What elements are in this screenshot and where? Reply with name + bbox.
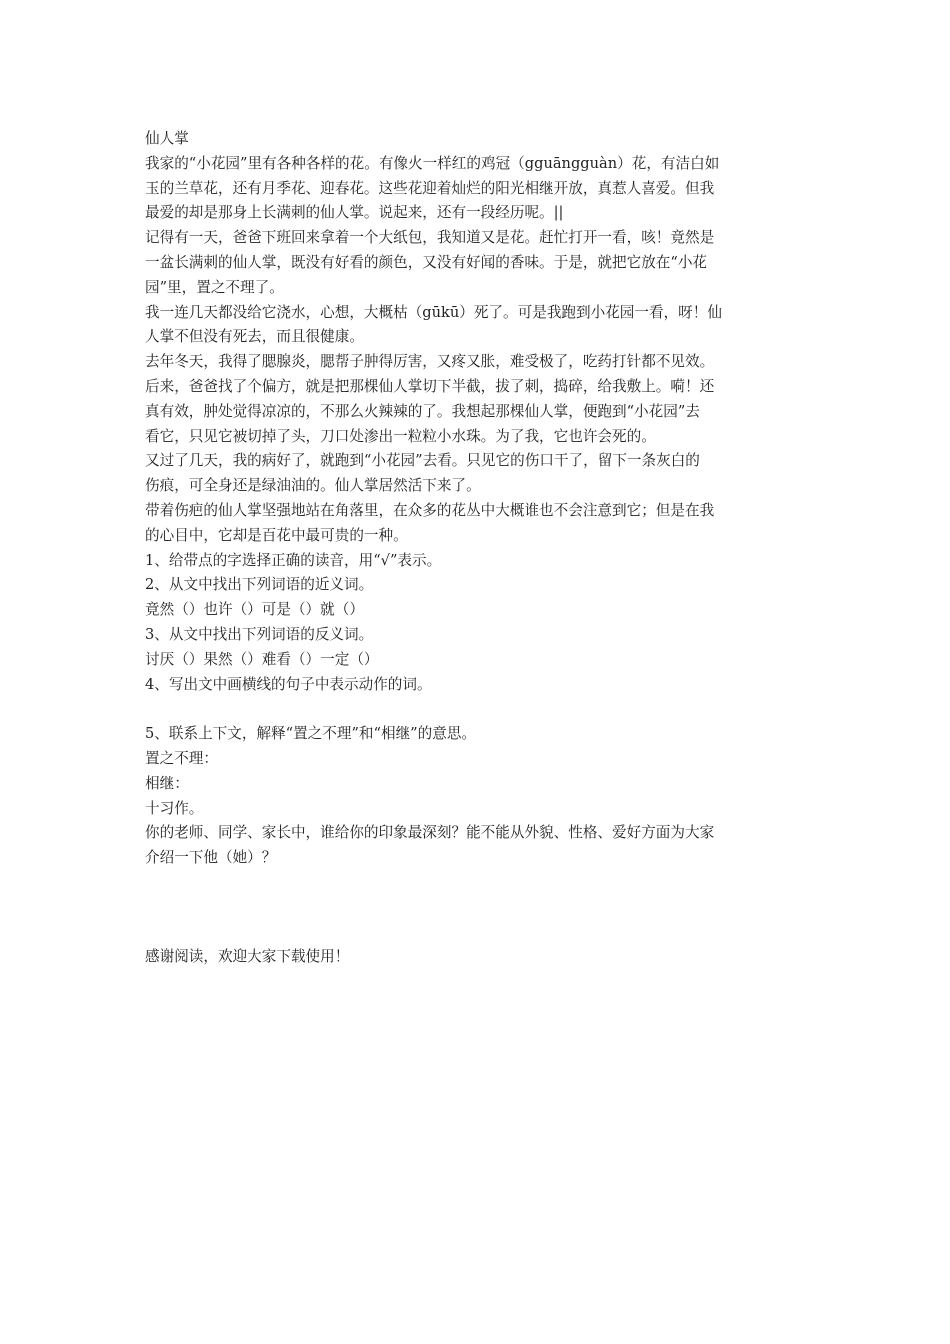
text-line: 带着伤疤的仙人掌坚强地站在角落里，在众多的花丛中大概谁也不会注意到它；但是在我 — [145, 501, 715, 519]
closing-text: 感谢阅读，欢迎大家下载使用！ — [145, 947, 350, 965]
text-line: 看它，只见它被切掉了头，刀口处渗出一粒粒小水珠。为了我，它也许会死的。 — [145, 427, 656, 445]
paragraph-4 — [145, 350, 809, 449]
paragraph-2 — [145, 226, 809, 300]
question-3: 3、从文中找出下列词语的反义词。 — [145, 625, 374, 643]
text-line: 后来，爸爸找了个偏方，就是把那棵仙人掌切下半截，拔了刺，捣碎，给我敷上。嗬！还 — [145, 377, 715, 395]
question-1: 1、给带点的字选择正确的读音，用“√”表示。 — [145, 551, 442, 569]
question-5-answer-b: 相继： — [145, 774, 189, 792]
question-2: 2、从文中找出下列词语的近义词。 — [145, 576, 374, 594]
text-line: 真有效，肿处觉得凉凉的，不那么火辣辣的了。我想起那棵仙人掌，便跑到“小花园”去 — [145, 402, 700, 420]
question-2-items: 竟然（）也许（）可是（）就（） — [145, 601, 364, 619]
spacer — [145, 871, 809, 945]
paragraph-3 — [145, 301, 809, 351]
document-page — [145, 127, 809, 970]
question-5: 5、联系上下文，解释“置之不理”和“相继”的意思。 — [145, 725, 477, 743]
text-line: 人掌不但没有死去，而且很健康。 — [145, 328, 364, 346]
composition-prompt-line: 你的老师、同学、家长中，谁给你的印象最深刻？能不能从外貌、性格、爱好方面为大家 — [145, 824, 715, 842]
question-3-items: 讨厌（）果然（）难看（）一定（） — [145, 650, 379, 668]
question-4: 4、写出文中画横线的句子中表示动作的词。 — [145, 675, 432, 693]
text-line: 园”里，置之不理了。 — [145, 278, 284, 296]
blank-line — [145, 697, 809, 722]
questions-section — [145, 549, 809, 797]
text-line: 记得有一天，爸爸下班回来拿着一个大纸包，我知道又是花。赶忙打开一看，咳！竟然是 — [145, 229, 715, 247]
text-line: 一盆长满刺的仙人掌，既没有好看的颜色，又没有好闻的香味。于是，就把它放在“小花 — [145, 253, 708, 271]
paragraph-6 — [145, 499, 809, 549]
text-line: 我一连几天都没给它浇水，心想，大概枯（gūkū）死了。可是我跑到小花园一看，呀！仙 — [145, 303, 722, 321]
text-line: 又过了几天，我的病好了，就跑到“小花园”去看。只见它的伤口干了，留下一条灰白的 — [145, 452, 700, 470]
document-title: 仙人掌 — [145, 130, 189, 147]
question-5-answer-a: 置之不理： — [145, 749, 218, 767]
composition-section — [145, 797, 809, 871]
text-line: 去年冬天，我得了腮腺炎，腮帮子肿得厉害，又疼又胀，难受极了，吃药打针都不见效。 — [145, 353, 715, 371]
composition-prompt-line: 介绍一下他（她）？ — [145, 849, 277, 867]
text-line: 我家的“小花园”里有各种各样的花。有像火一样红的鸡冠（gguāngguàn）花，有洁白如 — [145, 154, 720, 172]
text-line: 伤痕，可全身还是绿油油的。仙人掌居然活下来了。 — [145, 477, 481, 495]
composition-heading: 十习作。 — [145, 799, 204, 817]
paragraph-1 — [145, 152, 809, 226]
text-line: 最爱的却是那身上长满刺的仙人掌。说起来，还有一段经历呢。|| — [145, 204, 564, 222]
paragraph-5 — [145, 449, 809, 499]
text-line: 玉的兰草花，还有月季花、迎春花。这些花迎着灿烂的阳光相继开放，真惹人喜爱。但我 — [145, 179, 715, 197]
text-line: 的心目中，它却是百花中最可贵的一种。 — [145, 526, 408, 544]
